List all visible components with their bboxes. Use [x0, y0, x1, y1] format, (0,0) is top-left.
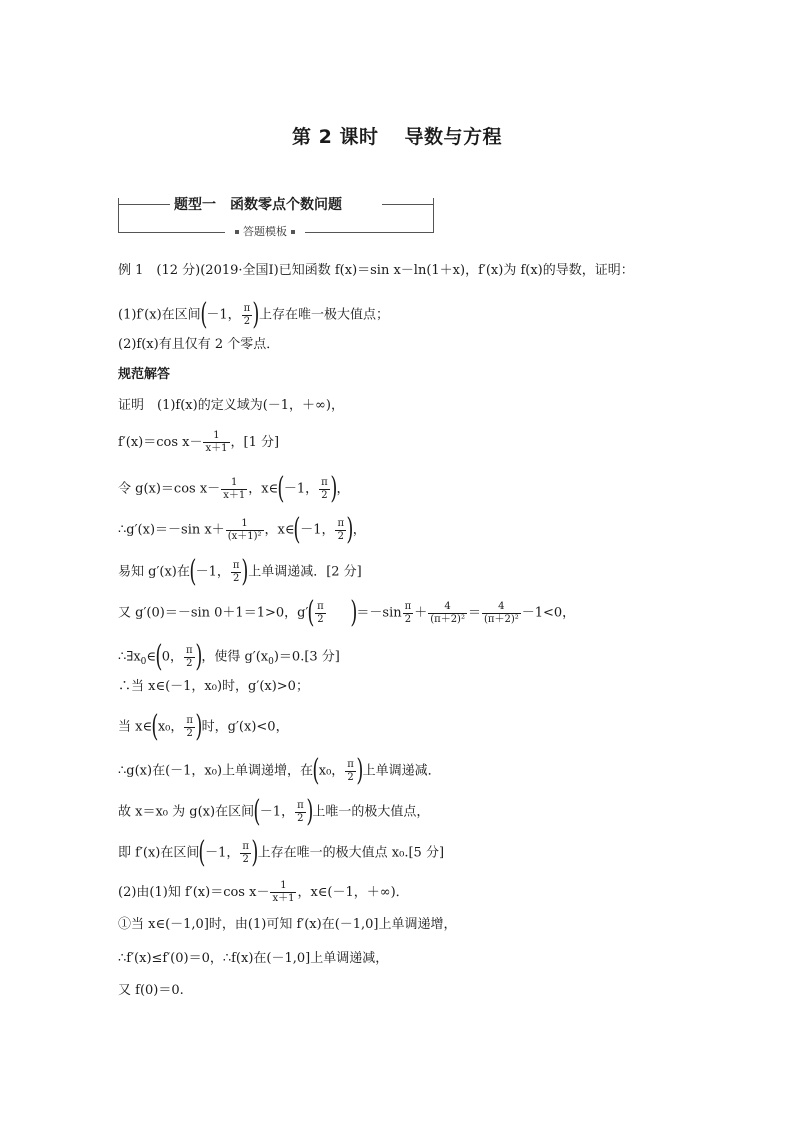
- denominator: x＋1: [223, 489, 246, 501]
- text: ＝: [467, 605, 481, 621]
- text: ＝－sin: [356, 605, 402, 621]
- text: ＋: [414, 605, 428, 621]
- fraction: [184, 715, 195, 740]
- text: ，使得 g′(x: [201, 649, 269, 665]
- text: 又 g′(0)＝－sin 0＋1＝1>0，g′: [118, 605, 309, 621]
- proof-line-9: 当 x∈(x₀， $\frac{\pi}{2}$ )时，g′(x)<0，: [118, 709, 289, 744]
- text: 时，g′(x)<0，: [201, 719, 289, 735]
- text: －1<0，: [521, 605, 576, 621]
- text: )＝0.[3 分]: [273, 649, 340, 665]
- subscript: 0: [268, 657, 274, 668]
- text: －1，: [205, 845, 240, 861]
- text: ∈: [146, 649, 157, 665]
- denominator: 2: [186, 657, 193, 669]
- text: 上单调递减．[2 分]: [248, 564, 362, 580]
- numerator: π: [337, 517, 345, 529]
- numerator: π: [232, 559, 240, 571]
- fraction: [295, 800, 306, 825]
- fraction: [319, 477, 330, 502]
- text: ，x∈(－1，＋∞)．: [297, 885, 409, 900]
- text: ∴g(x)在(－1，x₀)上单调递增，在: [118, 763, 314, 779]
- fraction: [231, 560, 242, 585]
- denominator: (x＋1)²: [227, 530, 262, 542]
- numerator: π: [404, 600, 412, 612]
- denominator: (π＋2)²: [430, 613, 465, 625]
- text: ，x∈: [248, 481, 279, 497]
- numerator: π: [186, 644, 193, 656]
- question-2: (2)f(x)有且仅有 2 个零点．: [118, 337, 280, 352]
- numerator: π: [297, 799, 304, 811]
- denominator: 2: [317, 613, 324, 625]
- text: ，[1 分]: [230, 435, 280, 450]
- subscript: 0: [140, 657, 147, 668]
- proof-line-13: [118, 880, 409, 905]
- denominator: 2: [242, 853, 249, 865]
- numerator: π: [317, 600, 324, 612]
- numerator: π: [242, 840, 249, 852]
- fraction: [203, 430, 229, 455]
- fraction: [345, 759, 356, 784]
- text: ∴g′(x)＝－sin x＋: [118, 522, 225, 538]
- text: (1)f′(x)在区间: [118, 307, 201, 323]
- text: －1，: [300, 522, 335, 538]
- text: 上单调递减．: [362, 763, 441, 779]
- example-statement: 例 1 (12 分)(2019·全国Ⅰ)已知函数 f(x)＝sin x－ln(1＋x)，f′(x)为 f(x)的导数，证明：: [118, 263, 634, 278]
- text: 上唯一的极大值点，: [312, 804, 430, 820]
- proof-line-7: $\therefore\exists x_0\in(0$， $\frac{\pi}{2}$ )，使得 $g'(x_0)=0.[3$ 分]: [118, 639, 340, 674]
- denominator: x＋1: [205, 443, 228, 454]
- fraction: [335, 518, 346, 543]
- fraction: [242, 303, 253, 328]
- text: 令 g(x)＝cos x－: [118, 481, 221, 497]
- numerator: 4: [482, 601, 521, 614]
- title-part1: 第 2 课时: [292, 126, 379, 148]
- denominator: 2: [297, 812, 304, 824]
- fraction: [240, 841, 251, 866]
- denominator: 2: [347, 771, 354, 783]
- proof-line-2: [118, 430, 279, 455]
- template-tag-label: 答题模板: [243, 225, 287, 238]
- section-heading: [174, 194, 342, 214]
- square-bullet-icon: [291, 230, 295, 234]
- text: 0，: [161, 649, 184, 665]
- text: x₀，: [157, 719, 184, 735]
- numerator: 1: [203, 430, 229, 443]
- title-part2: 导数与方程: [404, 126, 502, 148]
- fraction: [184, 645, 195, 670]
- numerator: 1: [270, 880, 296, 893]
- text: ∴∃x: [118, 649, 141, 665]
- text: (2)由(1)知 f′(x)＝cos x－: [118, 885, 270, 900]
- text: x₀，: [318, 763, 345, 779]
- denominator: (π＋2)²: [483, 613, 519, 625]
- page-title: [0, 122, 794, 149]
- fraction: [482, 601, 521, 626]
- text: －1，: [206, 307, 241, 323]
- numerator: 4: [428, 601, 467, 614]
- text: ，x∈: [264, 522, 295, 538]
- proof-line-16: 又 f(0)＝0.: [118, 983, 184, 998]
- numerator: π: [321, 476, 328, 488]
- fraction: [221, 477, 247, 502]
- text: 故 x＝x₀ 为 g(x)在区间: [118, 804, 255, 820]
- fraction: [403, 601, 414, 626]
- text: 上存在唯一的极大值点 x₀.[5 分]: [257, 845, 445, 861]
- text: 当 x∈: [118, 719, 153, 735]
- answer-template-tag: [225, 223, 305, 239]
- numerator: 1: [221, 477, 247, 490]
- proof-line-14: ①当 x∈(－1,0]时，由(1)可知 f′(x)在(－1,0]上单调递增，: [118, 917, 457, 932]
- fraction: [270, 880, 296, 905]
- denominator: 2: [321, 489, 328, 501]
- denominator: 2: [404, 613, 412, 625]
- denominator: x＋1: [272, 893, 295, 904]
- text: f′(x)＝cos x－: [118, 435, 203, 450]
- denominator: 2: [243, 315, 251, 327]
- standard-answer-heading: 规范解答: [118, 367, 171, 382]
- proof-line-15: ∴f′(x)≤f′(0)＝0，∴f(x)在(－1,0]上单调递减，: [118, 951, 389, 966]
- question-1: (1)f′(x)在区间(－1， $\frac{\pi}{2}$ )上存在唯一极大值点；: [118, 297, 389, 332]
- text: 上存在唯一极大值点；: [258, 307, 389, 323]
- proof-line-8: ∴当 x∈(－1，x₀)时，g′(x)>0；: [118, 679, 309, 694]
- fraction: [315, 601, 326, 626]
- section-title-2: 函数零点个数问题: [230, 197, 342, 213]
- text: 易知 g′(x)在: [118, 564, 190, 580]
- text: 即 f′(x)在区间: [118, 845, 200, 861]
- proof-line-12: 即 f′(x)在区间(－1， $\frac{\pi}{2}$ )上存在唯一的极大值点 x₀.[5 分]: [118, 835, 445, 870]
- numerator: π: [243, 302, 251, 314]
- square-bullet-icon: [235, 230, 239, 234]
- text: －1，: [195, 564, 230, 580]
- fraction: [428, 601, 467, 626]
- denominator: 2: [186, 727, 193, 739]
- proof-line-1: 证明 (1)f(x)的定义域为(－1，＋∞)，: [118, 398, 344, 413]
- section-title-1: 题型一: [174, 197, 216, 213]
- fraction: [226, 518, 264, 543]
- text: －1，: [283, 481, 319, 497]
- proof-line-10: ∴g(x)在(－1，x₀)上单调递增，在(x₀， $\frac{\pi}{2}$ )上单调递减．: [118, 753, 441, 788]
- numerator: 1: [226, 518, 264, 531]
- numerator: π: [186, 714, 193, 726]
- proof-line-5: 易知 g′(x)在(－1， $\frac{\pi}{2}$ )上单调递减．[2 分]: [118, 554, 362, 589]
- proof-line-11: 故 x＝x₀ 为 g(x)在区间(－1， $\frac{\pi}{2}$ )上唯一的极大值点，: [118, 794, 430, 829]
- proof-line-4: ∴g′(x)＝－sin x＋ $\frac{1}{\text{(x＋1)²}}$ ，x∈(－1， $\frac{\pi}{2}$ )，: [118, 512, 366, 547]
- text: ，: [336, 481, 350, 497]
- proof-line-6: 又 g′(0)＝－sin 0＋1＝1>0，g′( $\frac{\pi}{2}$ )＝－sin $\frac{\pi}{2}$ ＋ $\frac{4}{\text{(π＋2)²}}$ ＝ $\frac{4}{\text{(π＋2)²}}$ －1<0，: [118, 595, 576, 630]
- denominator: 2: [337, 530, 344, 542]
- numerator: π: [347, 758, 354, 770]
- denominator: 2: [232, 572, 240, 584]
- text: ，: [352, 522, 366, 538]
- text: －1，: [259, 804, 295, 820]
- proof-line-3: 令 g(x)＝cos x－ $\frac{1}{x+1}$ ，x∈(－1， $\frac{\pi}{2}$ )，: [118, 471, 350, 506]
